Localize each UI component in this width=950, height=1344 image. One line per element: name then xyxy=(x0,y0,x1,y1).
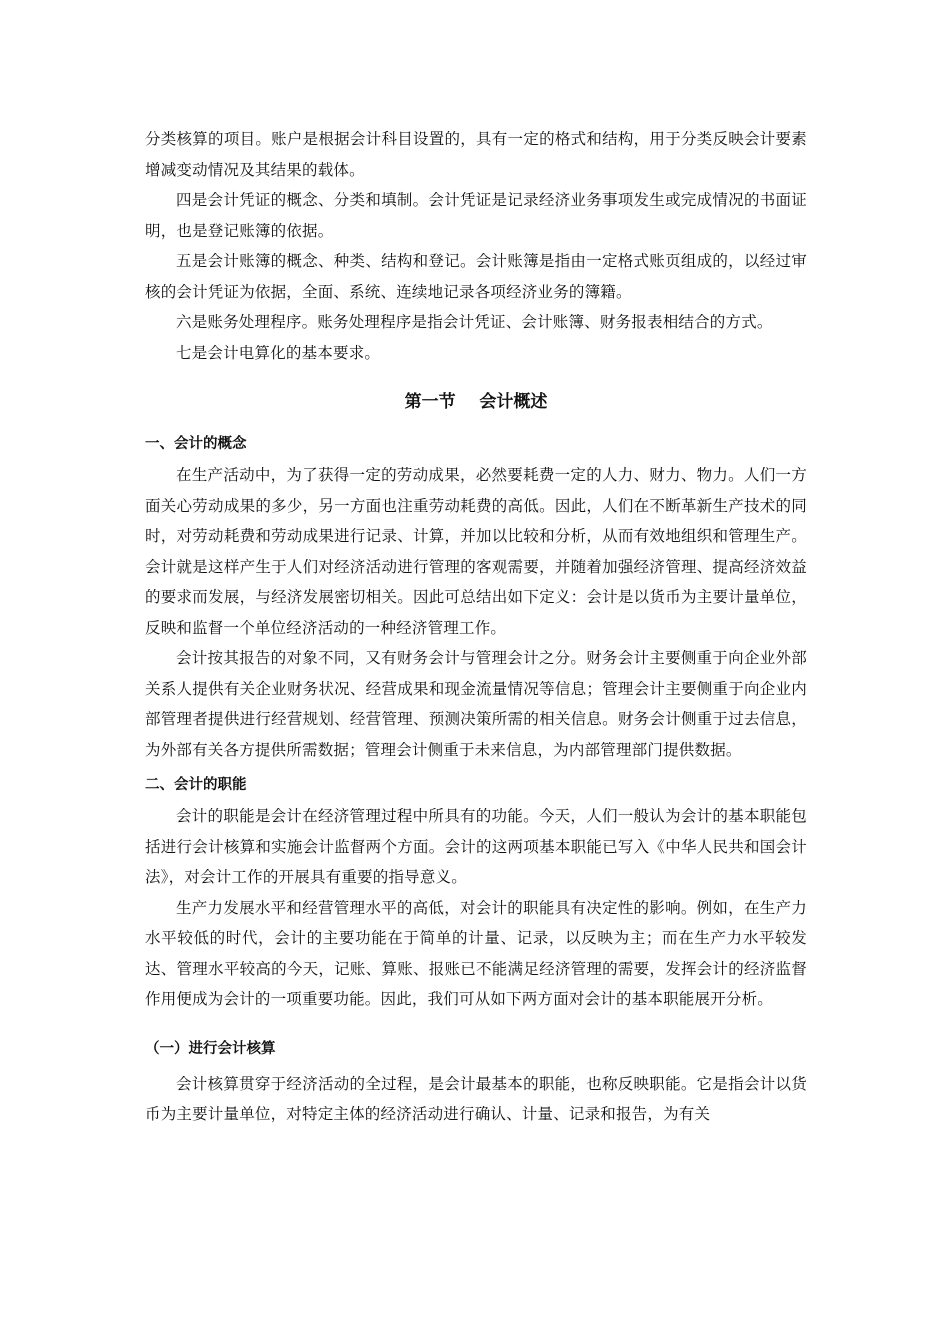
section-title: 第一节 会计概述 xyxy=(404,392,548,412)
intro-paragraph-4: 六是账务处理程序。账务处理程序是指会计凭证、会计账簿、财务报表相结合的方式。 xyxy=(176,313,773,331)
concept-paragraph-2: 会计按其报告的对象不同，又有财务会计与管理会计之分。财务会计主要侧重于向企业外部关系人提供有关企业财务状况、经营成果和现金流量情况等信息；管理会计主要侧重于向企业内部管理者提供进行经营规划、经营管理、预测决策所需的相关信息。财务会计侧重于过去信息，为外部有关各方提供所需数据；管理会计侧重于未来信息，为内部管理部门提供数据。 xyxy=(145,649,807,759)
intro-paragraph-5: 七是会计电算化的基本要求。 xyxy=(176,343,381,362)
function-paragraph-2: 生产力发展水平和经营管理水平的高低，对会计的职能具有决定性的影响。例如，在生产力水平较低的时代，会计的主要功能在于简单的计量、记录，以反映为主；而在生产力水平较发达、管理水平较高的今天，记账、算账、报账已不能满足经济管理的需要，发挥会计的经济监督作用便成为会计的一项重要功能。因此，我们可从如下两方面对会计的基本职能展开分析。 xyxy=(145,898,807,1008)
document-page xyxy=(145,124,807,1130)
function-heading: 二、会计的职能 xyxy=(145,777,247,793)
intro-paragraph-3: 五是会计账簿的概念、种类、结构和登记。会计账簿是指由一定格式账页组成的，以经过审核的会计凭证为依据，全面、系统、连续地记录各项经济业务的簿籍。 xyxy=(145,252,807,301)
accounting-paragraph-1: 会计核算贯穿于经济活动的全过程，是会计最基本的职能，也称反映职能。它是指会计以货币为主要计量单位，对特定主体的经济活动进行确认、计量、记录和报告，为有关 xyxy=(145,1074,807,1123)
concept-paragraph-1: 在生产活动中，为了获得一定的劳动成果，必然要耗费一定的人力、财力、物力。人们一方面关心劳动成果的多少，另一方面也注重劳动耗费的高低。因此，人们在不断革新生产技术的同时，对劳动耗费和劳动成果进行记录、计算，并加以比较和分析，从而有效地组织和管理生产。会计就是这样产生于人们对经济活动进行管理的客观需要，并随着加强经济管理、提高经济效益的要求而发展，与经济发展密切相关。因此可总结出如下定义：会计是以货币为主要计量单位，反映和监督一个单位经济活动的一种经济管理工作。 xyxy=(145,466,807,637)
intro-paragraph-1: 分类核算的项目。账户是根据会计科目设置的，具有一定的格式和结构，用于分类反映会计要素增减变动情况及其结果的载体。 xyxy=(145,130,807,179)
concept-heading: 一、会计的概念 xyxy=(145,436,247,452)
accounting-heading: （一）进行会计核算 xyxy=(145,1040,276,1057)
function-paragraph-1: 会计的职能是会计在经济管理过程中所具有的功能。今天，人们一般认为会计的基本职能包括进行会计核算和实施会计监督两个方面。会计的这两项基本职能已写入《中华人民共和国会计法》，对会计工作的开展具有重要的指导意义。 xyxy=(145,807,807,886)
intro-paragraph-2: 四是会计凭证的概念、分类和填制。会计凭证是记录经济业务事项发生或完成情况的书面证明，也是登记账簿的依据。 xyxy=(145,191,807,240)
